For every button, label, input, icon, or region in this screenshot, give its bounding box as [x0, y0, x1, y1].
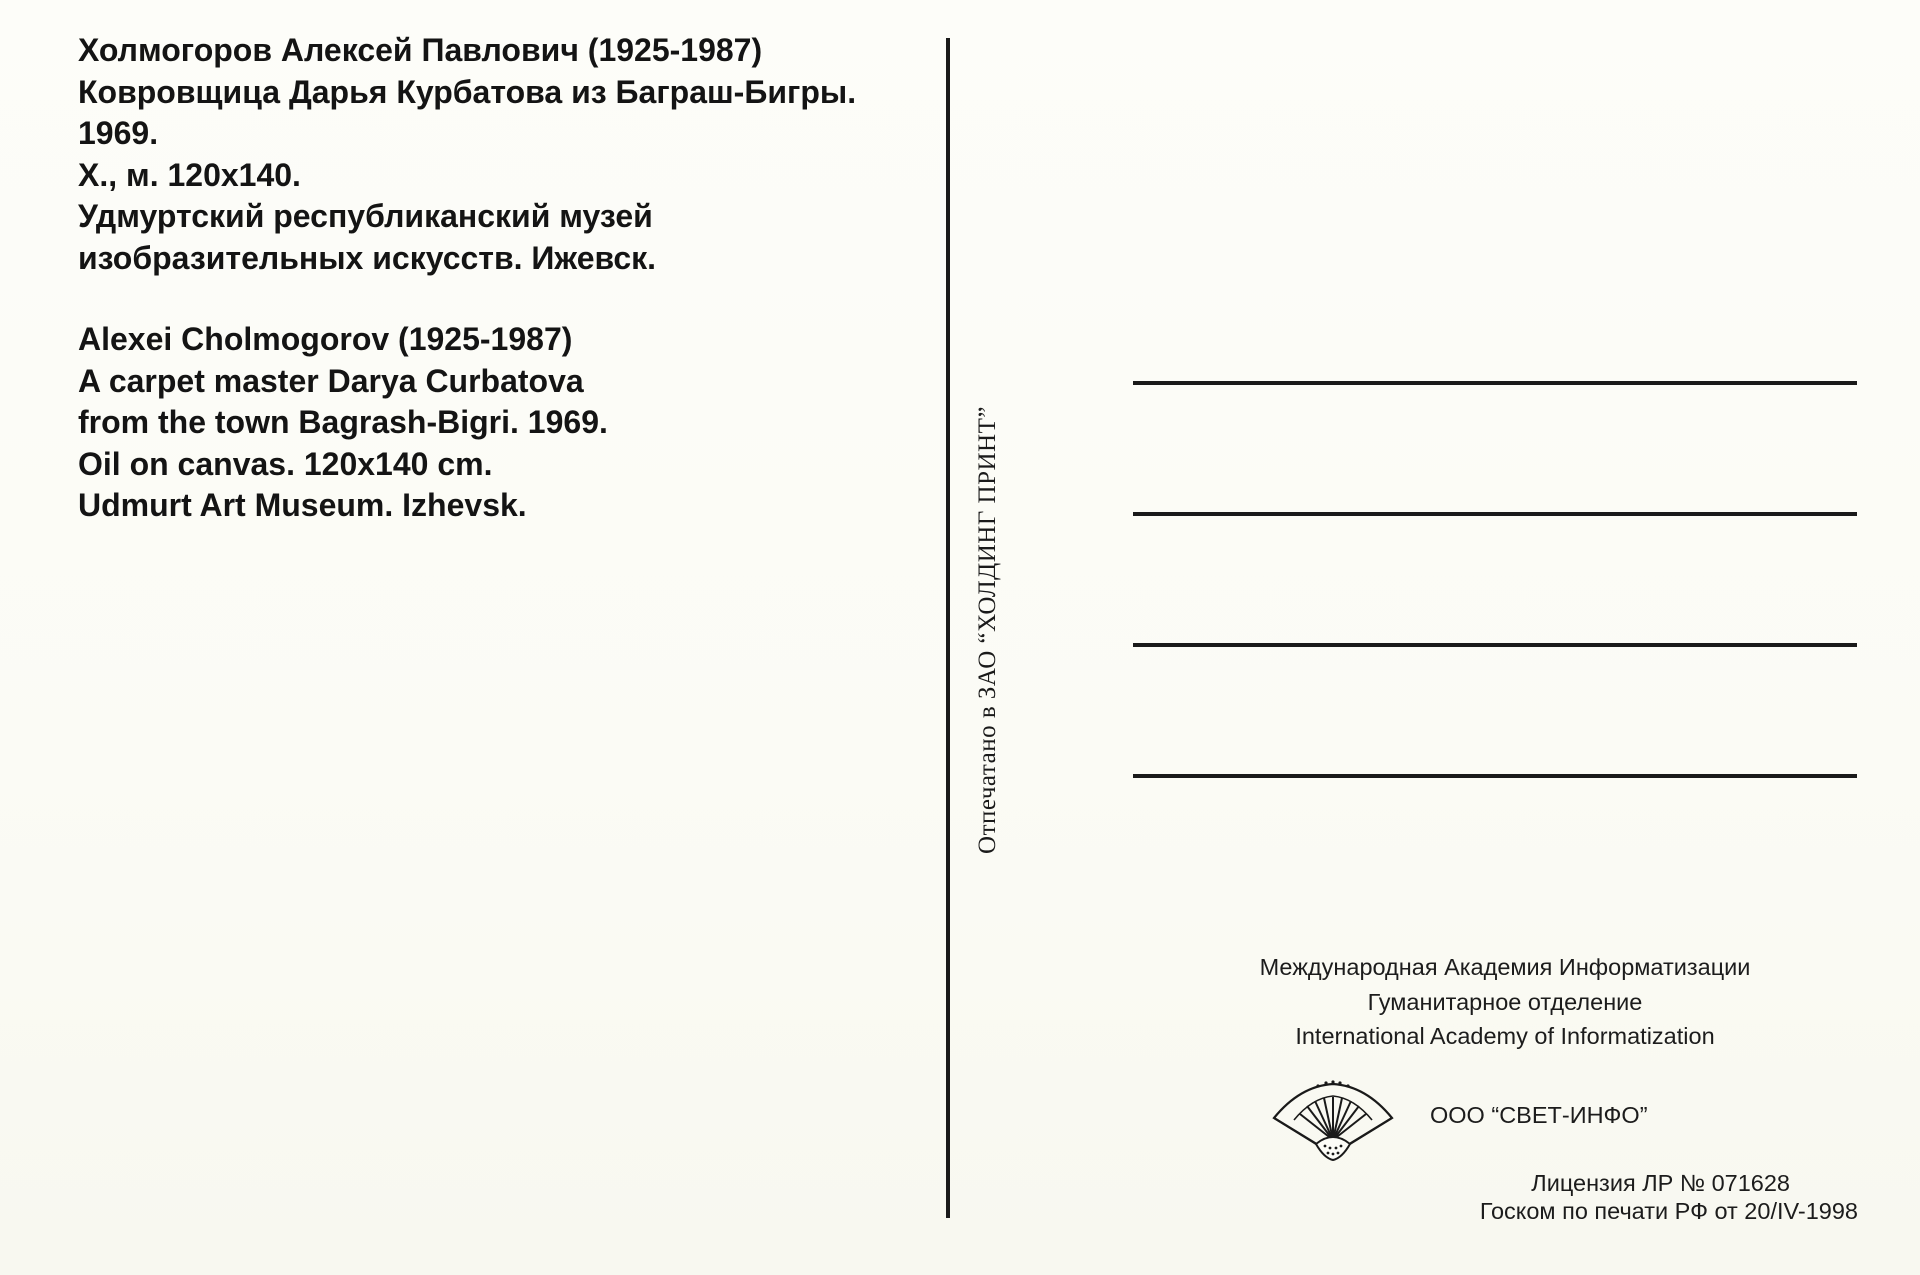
academy-name-ru: Международная Академия Информатизации	[1259, 954, 1751, 980]
caption-en-artist: Alexei Cholmogorov (1925-1987)	[78, 321, 573, 357]
caption-ru-artist: Холмогоров Алексей Павлович (1925-1987)	[78, 32, 763, 68]
center-divider	[946, 38, 950, 1218]
academy-name-en: International Academy of Informatization	[1295, 1023, 1715, 1049]
academy-department: Гуманитарное отделение	[1367, 988, 1643, 1015]
caption-en-medium: Oil on canvas. 120x140 cm.	[78, 445, 493, 482]
publisher-name: ООО “СВЕТ-ИНФО”	[1430, 1102, 1648, 1128]
address-line	[1133, 381, 1857, 385]
caption-ru-year: 1969.	[78, 115, 159, 151]
caption-en-title-cont: from the town Bagrash-Bigri. 1969.	[78, 404, 608, 440]
printer-note	[958, 370, 1018, 890]
license-number: Лицензия ЛР № 071628	[1531, 1170, 1790, 1196]
publisher-block	[1270, 1078, 1830, 1168]
caption-ru-medium: Х., м. 120х140.	[78, 156, 301, 193]
caption-ru-title: Ковровщица Дарья Курбатова из Баграш-Бигры.	[78, 73, 857, 110]
caption-en-museum: Udmurt Art Museum. Izhevsk.	[78, 487, 527, 523]
caption-en-title: A carpet master Darya Curbatova	[78, 362, 584, 399]
license-block	[1258, 1170, 1858, 1225]
address-line	[1133, 512, 1857, 516]
address-line	[1133, 643, 1857, 647]
caption-ru-museum: Удмуртский республиканский музей	[78, 198, 653, 234]
license-issuer: Госком по печати РФ от 20/IV-1998	[1479, 1197, 1858, 1224]
caption-spacer	[78, 279, 938, 319]
academy-block	[1150, 950, 1860, 1054]
fan-sun-logo-icon	[1270, 1078, 1396, 1164]
artwork-caption	[78, 30, 938, 527]
address-line	[1133, 774, 1857, 778]
printer-note-text: Отпечатано в ЗАО “ХОЛДИНГ ПРИНТ”	[974, 406, 1001, 854]
caption-ru-museum-cont: изобразительных искусств. Ижевск.	[78, 239, 657, 276]
